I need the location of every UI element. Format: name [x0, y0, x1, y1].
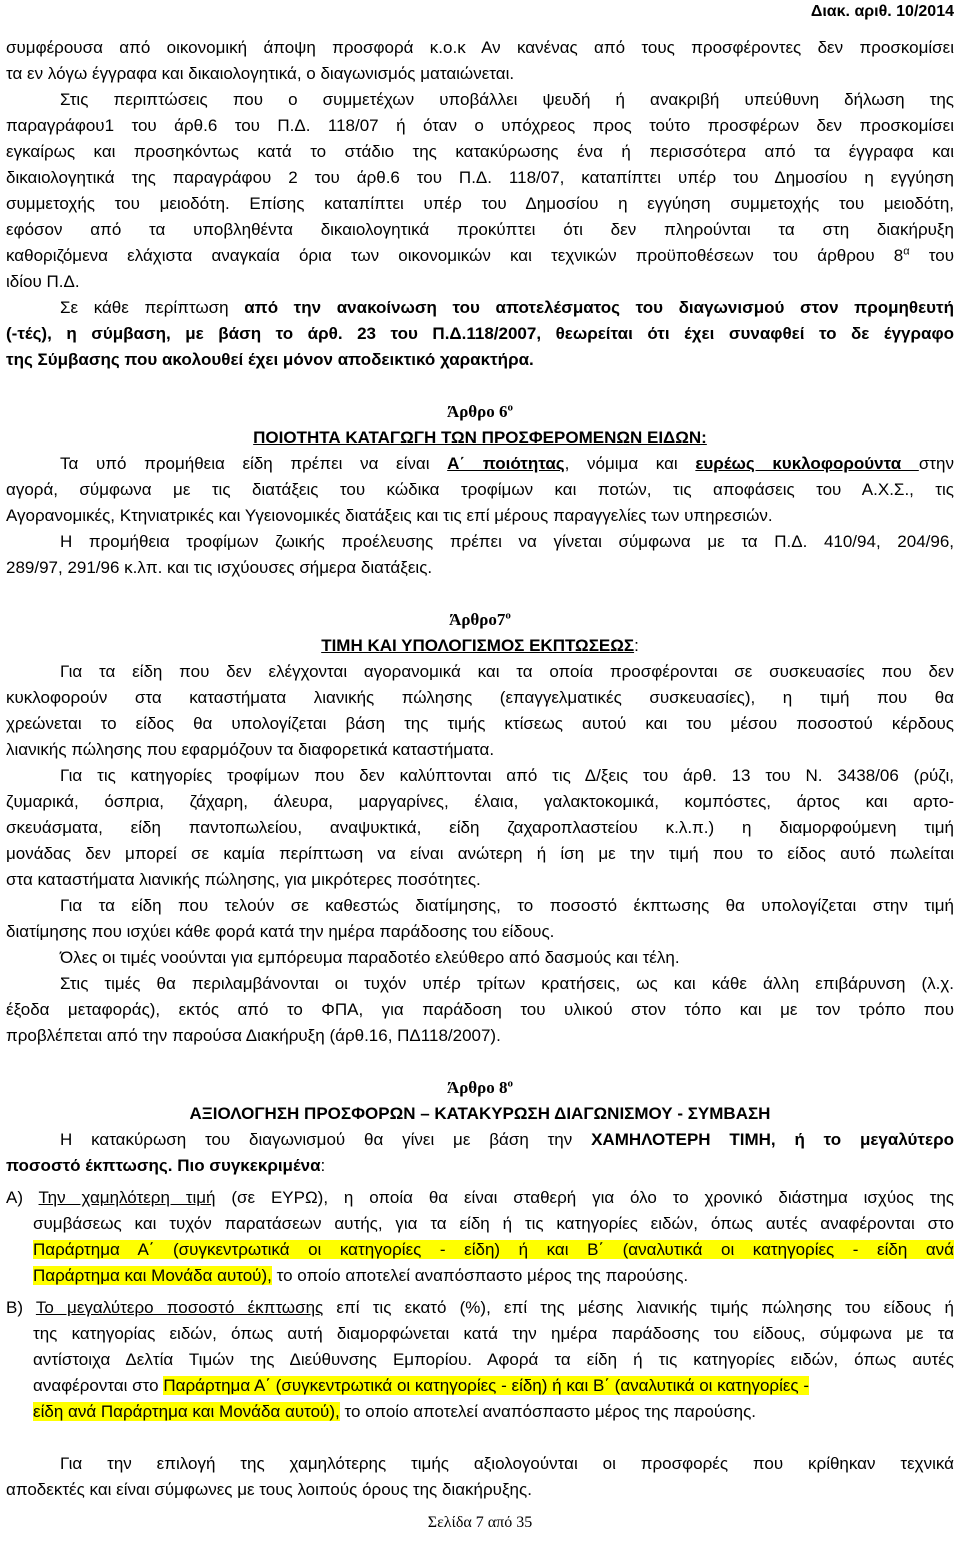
- underlined-text: Το μεγαλύτερο ποσοστό έκπτωσης: [35, 1298, 324, 1317]
- text-line: εφόσον από τα υποβληθέντα δικαιολογητικά προκύπτει ότι δεν πληρούνται τα στη διακήρυξη: [6, 220, 954, 239]
- bold-text-line: της Σύμβασης που ακολουθεί έχει μόνον αποδεικτικό χαρακτήρα.: [6, 350, 534, 369]
- text-line: συμφέρουσα από οικονομική άποψη προσφορά κ.ο.κ Αν κανένας από τους προσφέροντες δεν προσκομίσει: [6, 38, 954, 57]
- text-line: μονάδας δεν μπορεί σε καμία περίπτωση να είναι ανώτερη ή ίση με την τιμή που το είδος αυτό πωλείται: [6, 844, 954, 863]
- bold-text-line: (-τές), η σύμβαση, με βάση το άρθ. 23 του Π.Δ.118/2007, θεωρείται ότι έχει συναφθεί το δε έγγραφο: [6, 324, 954, 343]
- text-line: αγορά, σύμφωνα με τις διατάξεις του κώδικα τροφίμων και ποτών, τις αποφάσεις του Α.Χ.Σ., τις: [6, 480, 954, 499]
- text-line: αναφέρονται στο Παράρτημα Α΄ (συγκεντρωτικά οι κατηγορίες - είδη) ή και Β΄ (αναλυτικά οι κατηγορίες -: [33, 1376, 810, 1395]
- text-line: στα καταστήματα λιανικής πώλησης, για μικρότερες ποσότητες.: [6, 870, 481, 889]
- text-line: δικαιολογητικά της παραγράφου 2 του άρθ.6 του Π.Δ. 118/07, καταπίπτει υπέρ του Δημοσίου η εγγύηση: [6, 168, 954, 187]
- text-line: ζυμαρικά, όσπρια, ζάχαρη, άλευρα, μαργαρίνες, έλαια, γαλακτοκομικά, κομπόστες, άρτος και αρτο-: [6, 792, 954, 811]
- text-line: Αγορανομικές, Κτηνιατρικές και Υγειονομικές διατάξεις και τις επί μέρους παραγγελίες των υπηρεσιών.: [6, 506, 773, 525]
- text-line: Παράρτημα και Μονάδα αυτού), το οποίο αποτελεί αναπόσπαστο μέρος της παρούσης.: [33, 1266, 689, 1285]
- text-line: της κατηγορίας ειδών, όπως αυτή διαμορφώνεται κατά την ημέρα παράδοσης του είδους, σύμφωνα με τα: [33, 1324, 954, 1343]
- text-line: σκευάσματα, είδη παντοπωλείου, αναψυκτικά, είδη ζαχαροπλαστείου κ.λ.π.) η διαμορφούμενη τιμή: [6, 818, 954, 837]
- text-line: τα εν λόγω έγγραφα και δικαιολογητικά, ο διαγωνισμός ματαιώνεται.: [6, 64, 515, 83]
- text-line: Για τα είδη που τελούν σε καθεστώς διατίμησης, το ποσοστό έκπτωσης θα υπολογίζεται στην τιμή: [60, 896, 954, 915]
- article-8-title: ΑΞΙΟΛΟΓΗΣΗ ΠΡΟΣΦΟΡΩΝ – ΚΑΤΑΚΥΡΩΣΗ ΔΙΑΓΩΝΙΣΜΟΥ - ΣΥΜΒΑΣΗ: [189, 1104, 771, 1123]
- highlighted-text: είδη ανά Παράρτημα και Μονάδα αυτού),: [33, 1402, 340, 1421]
- text-line: Όλες οι τιμές νοούνται για εμπόρευμα παραδοτέο ελεύθερο από δασμούς και τέλη.: [60, 948, 680, 967]
- text-line: συμμετοχής του μειοδότη. Επίσης καταπίπτει υπέρ του Δημοσίου η εγγύηση συμμετοχής του μειοδότη,: [6, 194, 954, 213]
- text-line: Η προμήθεια τροφίμων ζωικής προέλευσης πρέπει να γίνεται σύμφωνα με τα Π.Δ. 410/94, 204/96,: [60, 532, 954, 551]
- superscript: α: [903, 245, 910, 258]
- text-line: ποσοστό έκπτωσης. Πιο συγκεκριμένα:: [6, 1156, 326, 1175]
- underlined-text: Την χαμηλότερη τιμή: [38, 1188, 216, 1207]
- document-reference-header: Διακ. αριθ. 10/2014: [810, 3, 954, 20]
- text-line: έξοδα μεταφοράς), εκτός από το ΦΠΑ, για παράδοση του υλικού στον τόπο και με τον τρόπο που: [6, 1000, 954, 1019]
- text-line: λιανικής πώλησης που εφαρμόζουν τα διαφορετικά καταστήματα.: [6, 740, 495, 759]
- text-line: χρεώνεται το είδος θα υπολογίζεται βάση της τιμής κτίσεως αυτού και του μέσου ποσοστού κέρδους: [6, 714, 954, 733]
- text-line: ιδίου Π.Δ.: [6, 272, 80, 291]
- text-segment: του: [909, 246, 954, 265]
- text-line: Τα υπό προμήθεια είδη πρέπει να είναι Α΄ ποιότητας, νόμιμα και ευρέως κυκλοφορούντα στην: [60, 454, 954, 473]
- text-line: αποδεκτές και είναι σύμφωνες με τους λοιπούς όρους της διακήρυξης.: [6, 1480, 532, 1499]
- text-line: [6, 295, 954, 321]
- text-line: παραγράφου1 του άρθ.6 του Π.Δ. 118/07 ή όταν ο υπόχρεος προς τούτο προσφέρων δεν προσκομίσει: [6, 116, 954, 135]
- article-6-heading: Άρθρο $6^o$: [446, 401, 514, 421]
- article-6-title: ΠΟΙΟΤΗΤΑ ΚΑΤΑΓΩΓΗ ΤΩΝ ΠΡΟΣΦΕΡΟΜΕΝΩΝ ΕΙΔΩΝ:: [253, 428, 707, 447]
- underlined-bold-text: Α΄ ποιότητας: [447, 454, 565, 473]
- page-number-footer: Σελίδα 7 από 35: [427, 1514, 533, 1531]
- underlined-bold-text: ευρέως κυκλοφορούντα: [695, 454, 919, 473]
- text-line: προβλέπεται από την παρούσα Διακήρυξη (άρθ.16, ΠΔ118/2007).: [6, 1026, 501, 1045]
- bold-text: ΧΑΜΗΛΟΤΕΡΗ ΤΙΜΗ, ή το μεγαλύτερο: [591, 1130, 954, 1149]
- text-line: Η κατακύρωση του διαγωνισμού θα γίνει με βάση την ΧΑΜΗΛΟΤΕΡΗ ΤΙΜΗ, ή το μεγαλύτερο: [60, 1130, 954, 1149]
- text-line: Στις περιπτώσεις που ο συμμετέχων υποβάλλει ψευδή ή ανακριβή υπεύθυνη δήλωση της: [60, 90, 954, 109]
- text-line: συμβάσεως και τυχόν παρατάσεων αυτής, για τα είδη ή τις κατηγορίες ειδών, όπως αυτές αναφέρονται στο: [33, 1214, 954, 1233]
- highlighted-text: Παράρτημα και Μονάδα αυτού),: [33, 1266, 272, 1285]
- text-line: διατίμησης που ισχύει κάθε φορά κατά την ημέρα παράδοσης του είδους.: [6, 922, 555, 941]
- text-line: [6, 243, 954, 269]
- text-line: Για την επιλογή της χαμηλότερης τιμής αξιολογούνται οι προσφορές που κρίθηκαν τεχνικά: [60, 1454, 954, 1473]
- text-line: Στις τιμές θα περιλαμβάνονται οι τυχόν υπέρ τρίτων κρατήσεις, ως και κάθε άλλη επιβάρυνση (λ.χ.: [60, 974, 954, 993]
- text-segment: Σε κάθε περίπτωση: [60, 298, 245, 317]
- text-line: κυκλοφορούν στα καταστήματα λιανικής πώλησης (επαγγελματικές συσκευασίες), η τιμή που θα: [6, 688, 954, 707]
- option-b-line: Β) Το μεγαλύτερο ποσοστό έκπτωσης επί τις εκατό (%), επί της μέσης λιανικής τιμής πώλησης του είδους ή: [6, 1298, 954, 1317]
- text-line: [6, 1237, 954, 1263]
- article-7-heading: $Ά\rho\theta\rho o7^o$: [449, 609, 511, 629]
- highlighted-text: Παράρτημα Α΄ (συγκεντρωτικά οι κατηγορίες - είδη) ή και Β΄ (αναλυτικά οι κατηγορίες -: [163, 1376, 810, 1395]
- text-segment: καθοριζόμενα ελάχιστα αναγκαία όρια των οικονομικών και τεχνικών προϋποθέσεων του άρθρου 8: [6, 246, 904, 265]
- bold-text: από την ανακοίνωση του αποτελέσματος του διαγωνισμού στον προμηθευτή: [244, 298, 955, 317]
- text-line: Για τις κατηγορίες τροφίμων που δεν καλύπτονται από τις Δ/ξεις του άρθ. 13 του Ν. 3438/06 (ρύζι,: [60, 766, 954, 785]
- text-line: είδη ανά Παράρτημα και Μονάδα αυτού), το οποίο αποτελεί αναπόσπαστο μέρος της παρούσης.: [33, 1402, 757, 1421]
- text-line: 289/97, 291/96 κ.λπ. και τις ισχύουσες σήμερα διατάξεις.: [6, 558, 433, 577]
- document-body: [6, 35, 954, 1503]
- option-a-line: Α) Την χαμηλότερη τιμή (σε ΕΥΡΩ), η οποία θα είναι σταθερή για όλο το χρονικό διάστημα ισχύος της: [6, 1188, 954, 1207]
- article-7-title: ΤΙΜΗ ΚΑΙ ΥΠΟΛΟΓΙΣΜΟΣ ΕΚΠΤΩΣΕΩΣ:: [321, 636, 639, 655]
- article-8-heading: Άρθρο $8^o$: [446, 1077, 514, 1097]
- highlighted-text: Παράρτημα Α΄ (συγκεντρωτικά οι κατηγορίες - είδη) ή και Β΄ (αναλυτικά οι κατηγορίες - είδη ανά: [33, 1240, 954, 1259]
- text-line: Για τα είδη που δεν ελέγχονται αγορανομικά και τα οποία προσφέρονται σε συσκευασίες που δεν: [60, 662, 954, 681]
- text-line: αντίστοιχα Δελτία Τιμών της Διεύθυνσης Εμπορίου. Αφορά τα είδη ή τις κατηγορίες ειδών, όπως αυτές: [33, 1350, 954, 1369]
- text-line: εγκαίρως και προσηκόντως κατά το στάδιο της κατακύρωσης ένα ή περισσότερα από τα έγγραφα και: [6, 142, 954, 161]
